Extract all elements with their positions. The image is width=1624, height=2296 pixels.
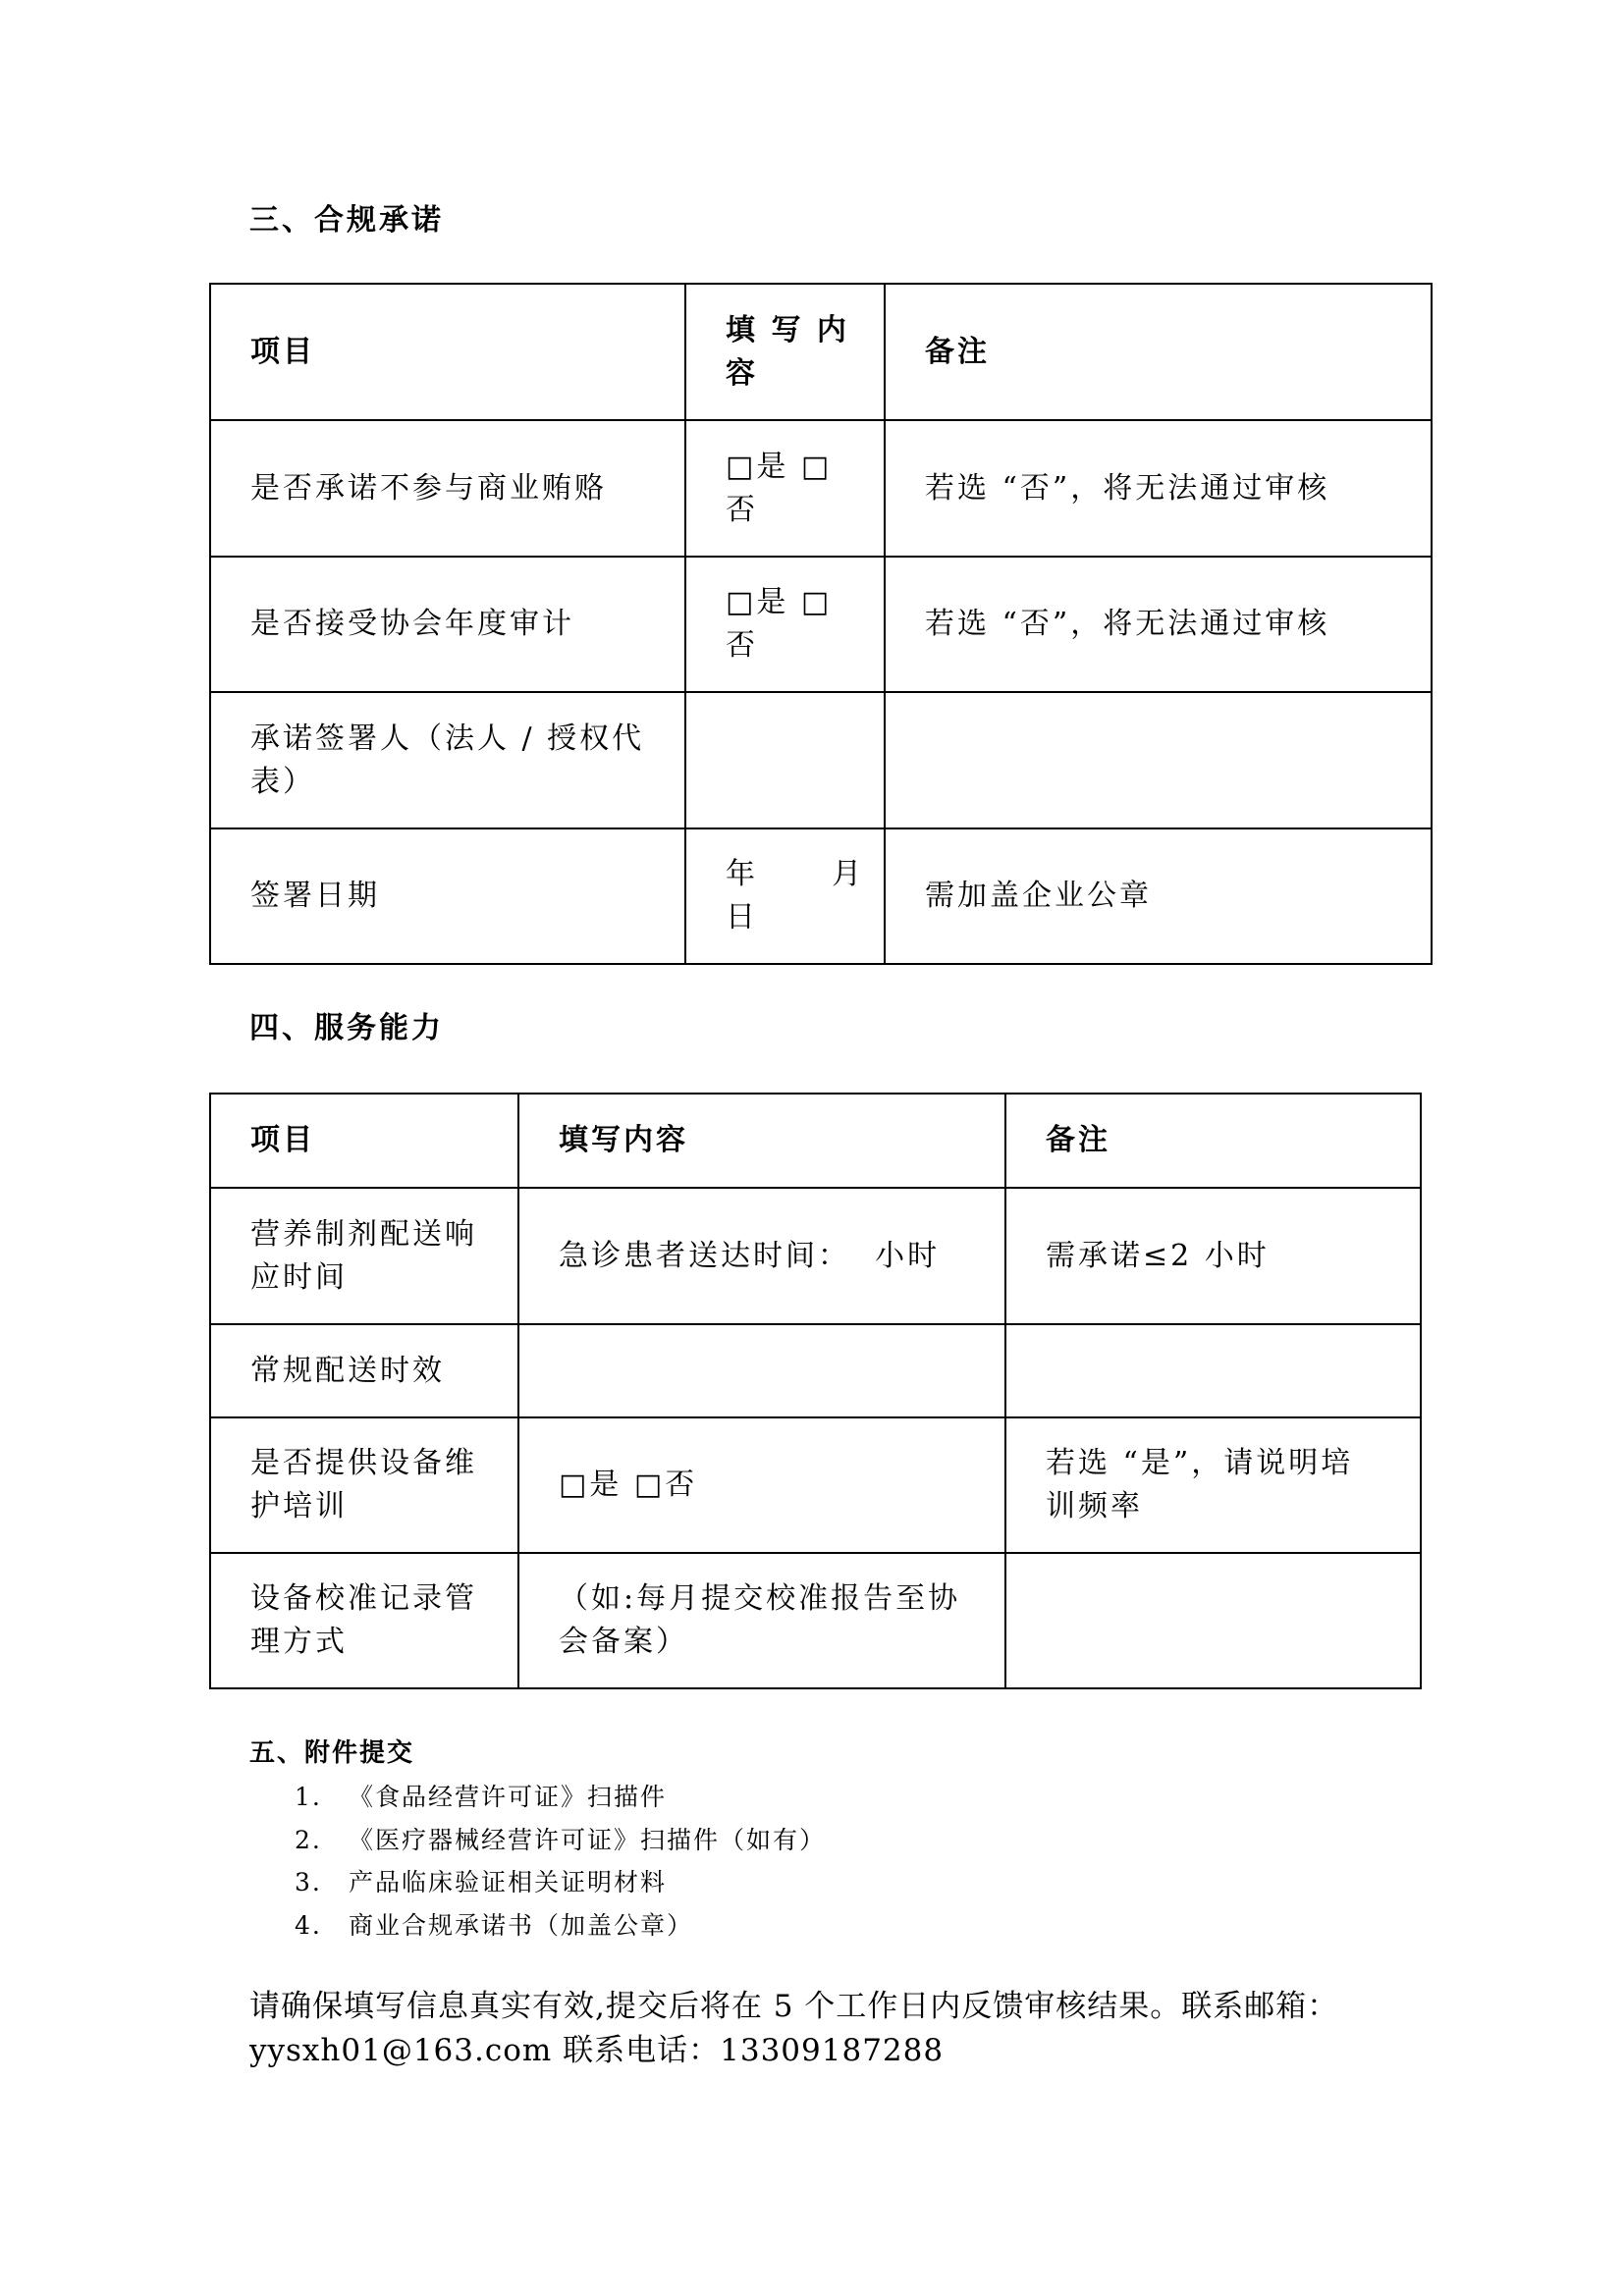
row-checkbox-choice: □是 □ 否 xyxy=(685,420,885,557)
list-item-text: 《医疗器械经营许可证》扫描件（如有） xyxy=(349,1825,827,1854)
row-item: 常规配送时效 xyxy=(210,1324,518,1417)
row-remark: 若选 “否”，将无法通过审核 xyxy=(885,420,1432,557)
list-item-text: 产品临床验证相关证明材料 xyxy=(349,1868,668,1896)
row-item: 是否承诺不参与商业贿赂 xyxy=(210,420,685,557)
row-remark xyxy=(1005,1553,1421,1688)
row-item: 设备校准记录管 理方式 xyxy=(210,1553,518,1688)
table-row xyxy=(210,1417,1421,1553)
section-title-service: 四、服务能力 xyxy=(249,1011,444,1045)
section-title-attachments: 五、附件提交 xyxy=(249,1738,415,1768)
header-item: 项目 xyxy=(210,1094,518,1188)
table-row xyxy=(210,557,1432,692)
table-header-row xyxy=(210,1094,1421,1188)
table-row xyxy=(210,1553,1421,1688)
list-item-text: 《食品经营许可证》扫描件 xyxy=(349,1783,668,1811)
footer-contact-note: 请确保填写信息真实有效,提交后将在 5 个工作日内反馈审核结果。联系邮箱： yysxh01@163.com 联系电话：13309187288 xyxy=(249,1989,1339,2068)
row-remark: 需加盖企业公章 xyxy=(885,828,1432,964)
row-item: 是否接受协会年度审计 xyxy=(210,557,685,692)
list-item xyxy=(295,1861,826,1904)
compliance-table xyxy=(209,283,1433,965)
table-row xyxy=(210,1188,1421,1324)
table-row xyxy=(210,828,1432,964)
row-remark xyxy=(885,692,1432,828)
section-title-compliance: 三、合规承诺 xyxy=(249,203,444,238)
list-item-number: 3. xyxy=(295,1868,322,1896)
row-remark: 若选 “是”，请说明培 训频率 xyxy=(1005,1417,1421,1553)
service-table xyxy=(209,1093,1422,1689)
row-checkbox-choice: □是 □ 否 xyxy=(685,557,885,692)
header-remark: 备注 xyxy=(1005,1094,1421,1188)
row-remark: 若选 “否”，将无法通过审核 xyxy=(885,557,1432,692)
header-remark: 备注 xyxy=(885,284,1432,420)
header-content: 填 写 内 容 xyxy=(685,284,885,420)
list-item-number: 2. xyxy=(295,1825,322,1854)
list-item-number: 1. xyxy=(295,1783,322,1811)
row-remark: 需承诺≤2 小时 xyxy=(1005,1188,1421,1324)
row-signer-field xyxy=(685,692,885,828)
row-date-field: 年 月 日 xyxy=(685,828,885,964)
header-item: 项目 xyxy=(210,284,685,420)
table-row xyxy=(210,1324,1421,1417)
attachment-list xyxy=(295,1776,826,1947)
row-remark xyxy=(1005,1324,1421,1417)
row-item: 签署日期 xyxy=(210,828,685,964)
list-item-text: 商业合规承诺书（加盖公章） xyxy=(349,1910,694,1940)
row-checkbox-choice: □是 □否 xyxy=(518,1417,1005,1553)
row-item: 营养制剂配送响 应时间 xyxy=(210,1188,518,1324)
header-content: 填写内容 xyxy=(518,1094,1005,1188)
row-item: 是否提供设备维 护培训 xyxy=(210,1417,518,1553)
list-item xyxy=(295,1776,826,1819)
list-item-number: 4. xyxy=(295,1910,322,1940)
row-content: 急诊患者送达时间： 小时 xyxy=(518,1188,1005,1324)
list-item xyxy=(295,1904,826,1948)
list-item xyxy=(295,1819,826,1862)
row-content xyxy=(518,1324,1005,1417)
row-item: 承诺签署人（法人 / 授权代 表） xyxy=(210,692,685,828)
table-row xyxy=(210,692,1432,828)
table-row xyxy=(210,420,1432,557)
table-header-row xyxy=(210,284,1432,420)
row-content: （如:每月提交校准报告至协 会备案） xyxy=(518,1553,1005,1688)
